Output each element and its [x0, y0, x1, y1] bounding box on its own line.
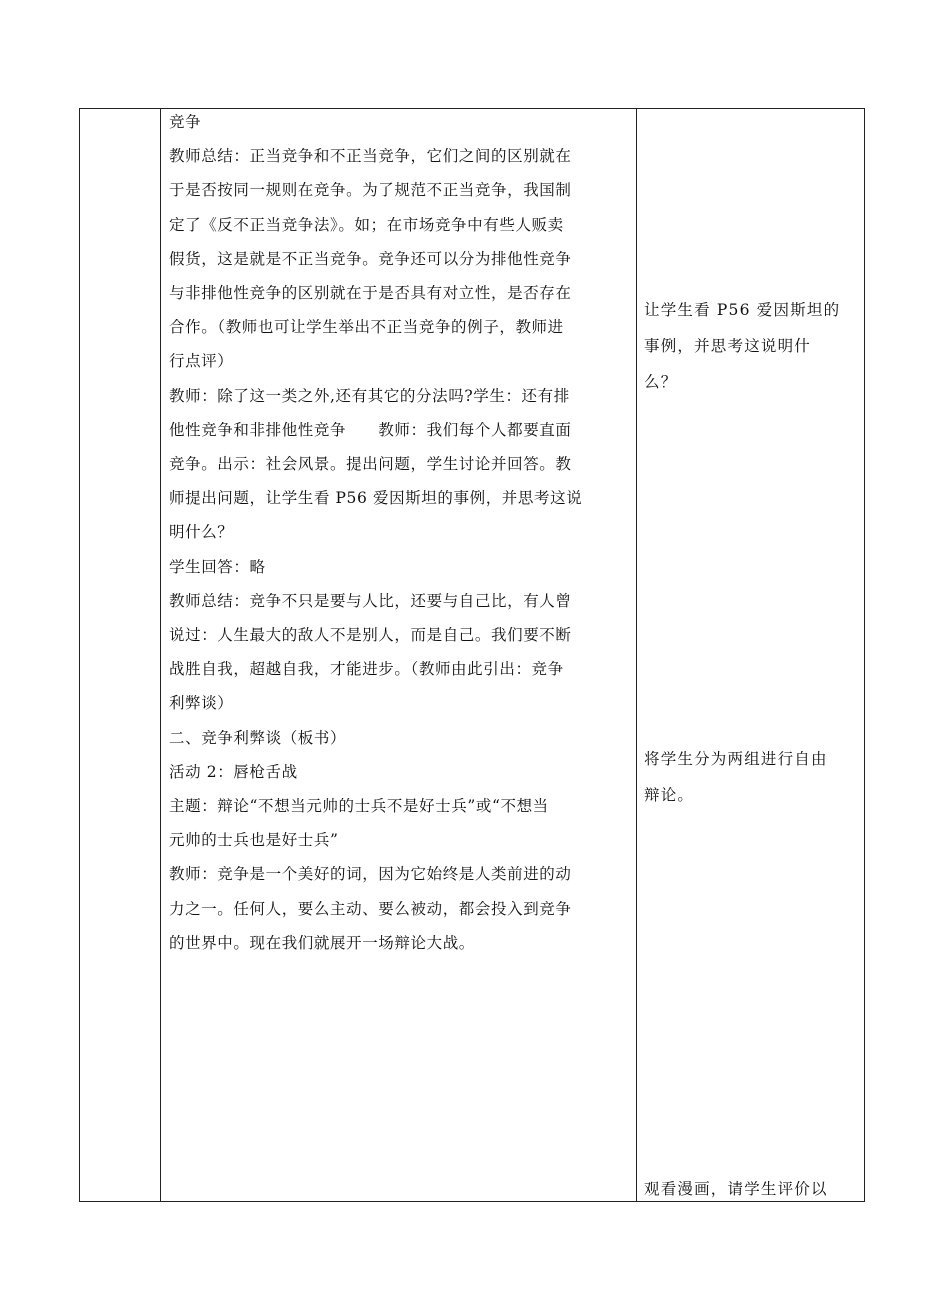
text-line: 竞争 — [169, 113, 202, 131]
section-heading: 二、竞争利弊谈（板书） — [169, 728, 347, 747]
text-line: 元帅的士兵也是好士兵” — [169, 831, 339, 850]
text-line: 力之一。任何人，要么主动、要么被动，都会投入到竞争 — [169, 899, 572, 918]
text-line: 竞争。出示：社会风景。提出问题，学生讨论并回答。教 — [169, 455, 572, 474]
note-line: 么？ — [644, 373, 678, 391]
design-note-3 — [644, 1171, 856, 1207]
note-line: 将学生分为两组进行自由 — [644, 750, 828, 768]
column-divider-left — [160, 109, 161, 1201]
text-line: 与非排他性竞争的区别就在于是否具有对立性，是否存在 — [169, 284, 572, 303]
text-line: 战胜自我，超越自我，才能进步。（教师由此引出：竞争 — [169, 660, 564, 679]
teaching-process-column — [169, 109, 631, 960]
design-note-2 — [644, 741, 856, 813]
lesson-table — [79, 108, 865, 1202]
text-line: 说过：人生最大的敌人不是别人，而是自己。我们要不断 — [169, 626, 572, 645]
text-line: 教师总结：正当竞争和不正当竞争，它们之间的区别就在 — [169, 147, 572, 166]
text-line: 行点评） — [169, 352, 234, 371]
text-line: 教师总结：竞争不只是要与人比，还要与自己比，有人曾 — [169, 591, 572, 610]
text-line: 于是否按同一规则在竞争。为了规范不正当竞争，我国制 — [169, 181, 572, 200]
text-line: 师提出问题，让学生看 P56 爱因斯坦的事例，并思考这说 — [169, 489, 583, 508]
text-line: 学生回答：略 — [169, 557, 266, 576]
activity-title: 活动 2：唇枪舌战 — [169, 762, 298, 781]
text-line: 的世界中。现在我们就展开一场辩论大战。 — [169, 933, 475, 952]
note-line: 事例，并思考这说明什 — [644, 337, 812, 355]
text-line: 合作。（教师也可让学生举出不正当竞争的例子，教师进 — [169, 318, 564, 337]
text-line: 教师：除了这一类之外,还有其它的分法吗?学生：还有排 — [169, 386, 570, 405]
text-line: 主题：辩论“不想当元帅的士兵不是好士兵”或“不想当 — [169, 797, 549, 816]
design-note-1 — [644, 292, 856, 400]
text-line: 利弊谈） — [169, 694, 234, 713]
note-line: 让学生看 P56 爱因斯坦的 — [644, 301, 841, 319]
note-line: 辩论。 — [644, 786, 695, 804]
text-line: 明什么？ — [169, 523, 234, 542]
column-divider-right — [636, 109, 637, 1201]
text-line: 定了《反不正当竞争法》。如；在市场竞争中有些人贩卖 — [169, 215, 564, 234]
note-line: 观看漫画，请学生评价以 — [644, 1180, 828, 1198]
text-line: 教师：竞争是一个美好的词，因为它始终是人类前进的动 — [169, 865, 572, 884]
text-line: 他性竞争和非排他性竞争 教师：我们每个人都要直面 — [169, 420, 572, 439]
text-line: 假货，这是就是不正当竞争。竞争还可以分为排他性竞争 — [169, 249, 572, 268]
